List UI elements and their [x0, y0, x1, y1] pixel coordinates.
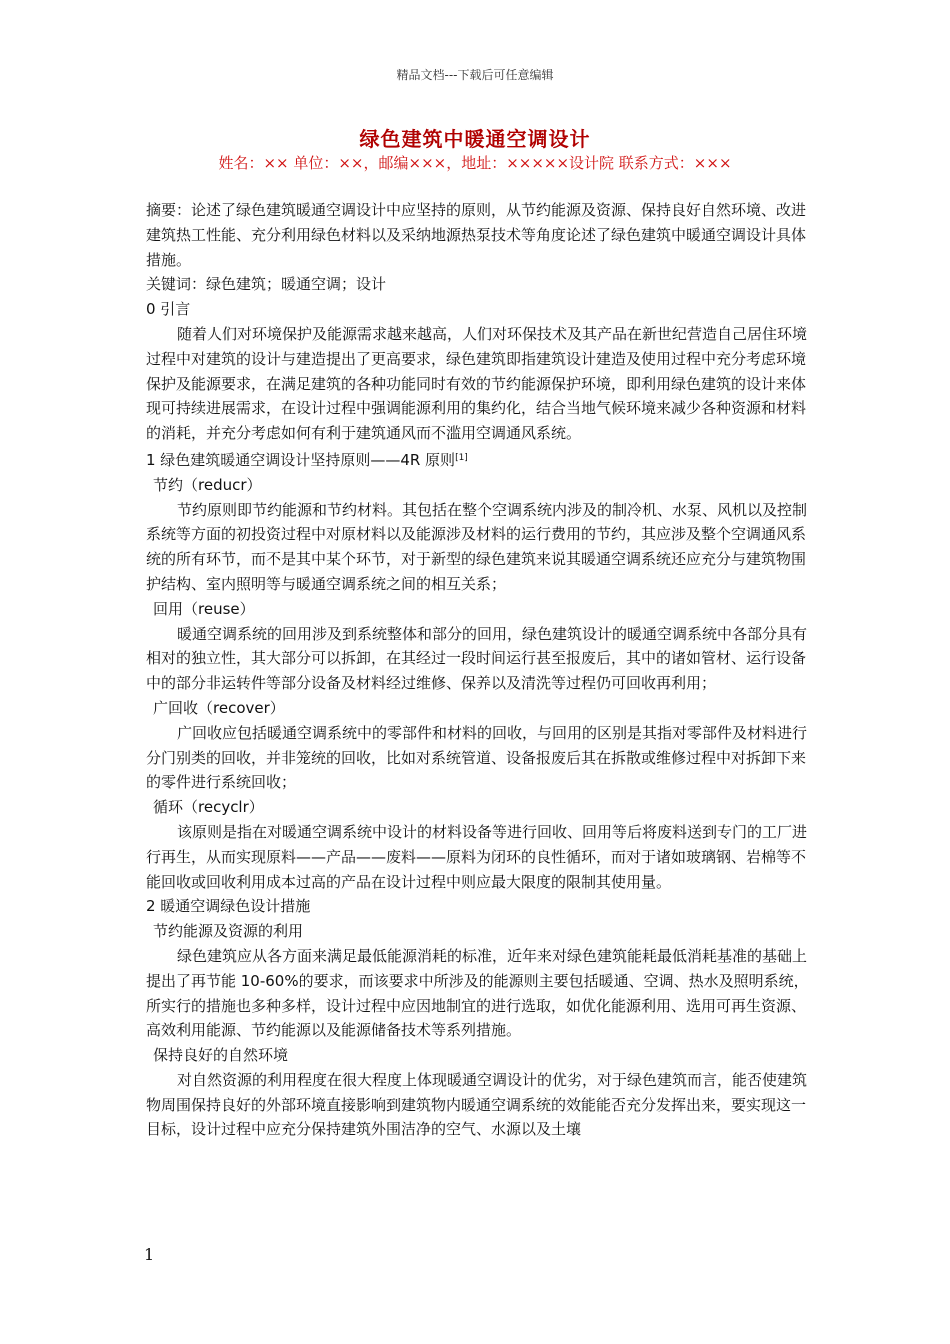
keywords: 关键词：绿色建筑；暖通空调；设计 — [146, 275, 387, 294]
subheading-energy: 节约能源及资源的利用 — [153, 922, 304, 941]
citation-ref: [1] — [455, 452, 468, 463]
energy-paragraph: 绿色建筑应从各方面来满足最低能源消耗的标准，近年来对绿色建筑能耗最低消耗基准的基础上提出了再节能 10-60%的要求，而该要求中所涉及的能源则主要包括暖通、空调、热水及照明系统，所实行的措施也多种多样，设计过程中应因地制宜的进行选取，如优化能源利用、选用可再生资源、高效利用能源、节约能源以及能源储备技术等系列措施。 — [146, 946, 809, 1040]
reuse-paragraph: 暖通空调系统的回用涉及到系统整体和部分的回用，绿色建筑设计的暖通空调系统中各部分具有相对的独立性，其大部分可以拆卸，在其经过一段时间运行甚至报废后，其中的诸如管材、运行设备中的部分非运转件等部分设备及材料经过维修、保养以及清洗等过程仍可回收再利用； — [146, 624, 808, 693]
abstract: 摘要：论述了绿色建筑暖通空调设计中应坚持的原则，从节约能源及资源、保持良好自然环境、改进建筑热工性能、充分利用绿色材料以及采纳地源热泵技术等角度论述了绿色建筑中暖通空调设计具体措施。 — [146, 201, 807, 269]
intro-paragraph: 随着人们对环境保护及能源需求越来越高，人们对环保技术及其产品在新世纪营造自己居住环境过程中对建筑的设计与建造提出了更高要求，绿色建筑即指建筑设计建造及使用过程中充分考虑环境保护及能源要求，在满足建筑的各种功能同时有效的节约能源保护环境，即利用绿色建筑的设计来体现可持续进展需求，在设计过程中强调能源利用的集约化，结合当地气候环境来减少各种资源和材料的消耗，并充分考虑如何有利于建筑通风而不滥用空调通风系统。 — [146, 324, 808, 443]
subheading-recover: 广回收（recover） — [153, 698, 285, 717]
section-heading-1 — [146, 446, 816, 473]
subheading-environment: 保持良好的自然环境 — [153, 1046, 289, 1065]
section-heading-0: 0 引言 — [146, 300, 191, 319]
recycle-paragraph: 该原则是指在对暖通空调系统中设计的材料设备等进行回收、回用等后将废料送到专门的工厂进行再生，从而实现原料——产品——废料——原料为闭环的良性循环，而对于诸如玻璃钢、岩棉等不能回收或回收利用成本过高的产品在设计过程中则应最大限度的限制其使用量。 — [146, 822, 808, 891]
section-heading-1-text: 1 绿色建筑暖通空调设计坚持原则——4R 原则 — [146, 450, 456, 469]
author-info: 姓名：×× 单位：××，邮编×××，地址：×××××设计院 联系方式：××× — [218, 154, 732, 172]
subheading-reduce: 节约（reducr） — [153, 475, 262, 494]
section-heading-2: 2 暖通空调绿色设计措施 — [146, 897, 311, 916]
recover-paragraph: 广回收应包括暖通空调系统中的零部件和材料的回收，与回用的区别是其指对零部件及材料进行分门别类的回收，并非笼统的回收，比如对系统管道、设备报废后其在拆散或维修过程中对拆卸下来的零件进行系统回收； — [146, 723, 808, 792]
reduce-paragraph: 节约原则即节约能源和节约材料。其包括在整个空调系统内涉及的制冷机、水泵、风机以及控制系统等方面的初投资过程中对原材料以及能源涉及材料的运行费用的节约，其应涉及整个空调通风系统的所有环节，而不是其中某个环节，对于新型的绿色建筑来说其暖通空调系统还应充分与建筑物围护结构、室内照明等与暖通空调系统之间的相互关系； — [146, 500, 808, 593]
document-title: 绿色建筑中暖通空调设计 — [359, 127, 591, 151]
page-header: 精品文档---下载后可任意编辑 — [396, 68, 554, 82]
document-body — [146, 198, 816, 1142]
subheading-recycle: 循环（recyclr） — [153, 798, 264, 817]
subheading-reuse: 回用（reuse） — [153, 599, 255, 618]
page-number: 1 — [144, 1245, 155, 1264]
environment-paragraph: 对自然资源的利用程度在很大程度上体现暖通空调设计的优劣，对于绿色建筑而言，能否使建筑物周围保持良好的外部环境直接影响到建筑物内暖通空调系统的效能能否充分发挥出来，要实现这一目标，设计过程中应充分保持建筑外围洁净的空气、水源以及土壤 — [146, 1070, 808, 1139]
